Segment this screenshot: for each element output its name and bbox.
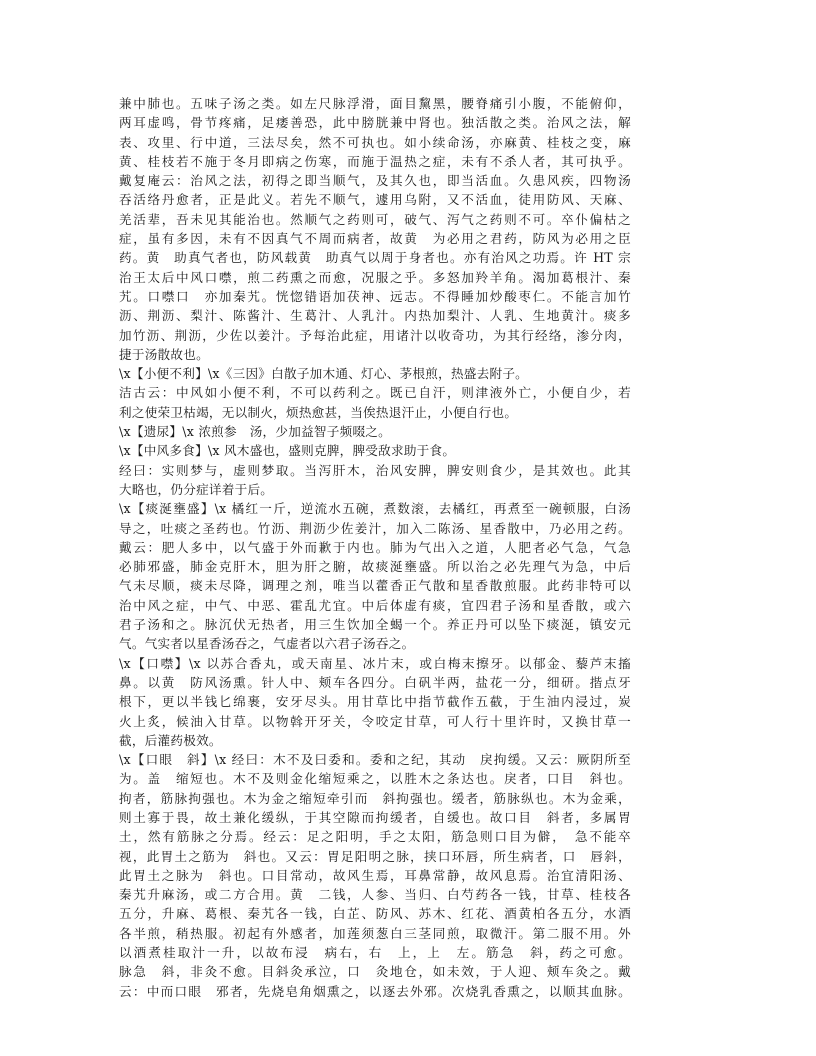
- text-line: \x【痰涎壅盛】\x 橘红一斤，逆流水五碗，煮数滚，去橘红，再煮至一碗顿服，白汤: [119, 501, 631, 517]
- text-line: 吞活络丹愈者，正是此义。若先不顺气，遽用乌附，又不活血，徒用防风、天麻、: [119, 192, 631, 208]
- text-line: 利之使荣卫枯竭，无以制火，烦热愈甚，当俟热退汗止，小便自行也。: [119, 404, 518, 420]
- document-page: [119, 94, 631, 1001]
- text-line: 气。气实者以星香汤吞之，气虚者以六君子汤吞之。: [119, 636, 415, 652]
- text-line: 君子汤和之。脉沉伏无热者，用三生饮加全蝎一个。养正丹可以坠下痰涎，镇安元: [119, 617, 631, 633]
- text-line: 各半煎，稍热服。初起有外感者，加莲须葱白三茎同煎，取微汗。第二服不用。外: [119, 925, 631, 941]
- text-line: 捷于汤散故也。: [119, 346, 209, 362]
- text-line: 秦艽升麻汤，或二方合用。黄 二钱，人参、当归、白芍药各一钱，甘草、桂枝各: [119, 887, 631, 903]
- text-line: 则土寡于畏，故土兼化缓纵，于其空隙而拘缓者，自缓也。故口目 斜者，多属胃: [119, 809, 631, 825]
- text-line: 气未尽顺，痰未尽降，调理之剂，唯当以藿香正气散和星香散煎服。此药非特可以: [119, 578, 631, 594]
- text-line: 治王太后中风口噤，煎二药熏之而愈，况服之乎。多怒加羚羊角。渴加葛根汁、秦: [119, 269, 631, 285]
- text-line: 根下，更以半钱匕绵裹，安牙尽头。用甘草比中指节截作五截，于生油内浸过，炭: [119, 694, 631, 710]
- text-line: 黄、桂枝若不施于冬月即病之伤寒，而施于温热之症，未有不杀人者，其可执乎。: [119, 153, 631, 169]
- text-line: 戴云：肥人多中，以气盛于外而歉于内也。肺为气出入之道，人肥者必气急，气急: [119, 539, 631, 555]
- text-line: 表、攻里、行中道，三法尽矣，然不可执也。如小续命汤，亦麻黄、桂枝之变，麻: [119, 134, 631, 150]
- text-line: 兼中肺也。五味子汤之类。如左尺脉浮滑，面目黧黑，腰脊痛引小腹，不能俯仰，: [119, 96, 631, 111]
- text-line: 鼻。以黄 防风汤熏。针人中、颊车各四分。白矾半两，盐花一分，细研。揩点牙: [119, 674, 631, 690]
- text-line: \x【中风多食】\x 风木盛也，盛则克脾，脾受敌求助于食。: [119, 443, 456, 459]
- text-line: 脉急 斜，非灸不愈。目斜灸承泣，口 灸地仓，如未效，于人迎、颊车灸之。戴: [119, 964, 631, 980]
- text-line: 必肺邪盛，肺金克肝木，胆为肝之腑，故痰涎壅盛。所以治之必先理气为急，中后: [119, 559, 631, 575]
- text-line: \x【小便不利】\x《三因》白散子加木通、灯心、茅根煎，热盛去附子。: [119, 366, 529, 382]
- text-line: 以酒煮桂取汁一升，以故布浸 病右，右 上，上 左。筋急 斜，药之可愈。: [119, 945, 631, 961]
- text-line: 戴复庵云：治风之法，初得之即当顺气，及其久也，即当活血。久患风疾，四物汤: [119, 173, 631, 189]
- text-line: 大略也，仍分症详着于后。: [119, 481, 274, 497]
- text-line: 视，此胃土之筋为 斜也。又云：胃足阳明之脉，挟口环唇，所生病者，口 唇斜，: [119, 848, 631, 864]
- text-line: 拘者，筋脉拘强也。木为金之缩短牵引而 斜拘强也。缓者，筋脉纵也。木为金乘，: [119, 790, 631, 806]
- text-line: 洁古云：中风如小便不利，不可以药利之。既已自汗，则津液外亡，小便自少，若: [119, 385, 631, 401]
- text-line: \x【口眼 斜】\x 经曰：木不及曰委和。委和之纪，其动 戾拘缓。又云：厥阴所至: [119, 752, 631, 768]
- text-line: 云：中而口眼 邪者，先烧皂角烟熏之，以逐去外邪。次烧乳香熏之，以顺其血脉。: [119, 983, 631, 999]
- text-line: 两耳虚鸣，骨节疼痛，足痿善恐，此中膀胱兼中肾也。独活散之类。治风之法，解: [119, 115, 631, 131]
- text-line: 经曰：实则梦与，虚则梦取。当泻肝木，治风安脾，脾安则食少，是其效也。此其: [119, 462, 631, 478]
- text-line: 治中风之症，中气、中恶、霍乱尤宜。中后体虚有痰，宜四君子汤和星香散，或六: [119, 597, 631, 613]
- text-line: \x【遗尿】\x 浓煎参 汤，少加益智子频啜之。: [119, 424, 391, 440]
- text-line: \x【口噤】\x 以苏合香丸，或天南星、冰片末，或白梅末擦牙。以郁金、藜芦末搐: [119, 655, 631, 671]
- text-line: 沥、荆沥、梨汁、陈酱汁、生葛汁、人乳汁。内热加梨汁、人乳、生地黄汁。痰多: [119, 308, 631, 324]
- text-line: 艽。口噤口 亦加秦艽。恍惚错语加茯神、远志。不得睡加炒酸枣仁。不能言加竹: [119, 288, 631, 304]
- text-line: 症，虽有多因，未有不因真气不周而病者，故黄 为必用之君药，防风为必用之臣: [119, 231, 631, 247]
- text-line: 火上炙，候油入甘草。以物斡开牙关，令咬定甘草，可人行十里许时，又换甘草一: [119, 713, 631, 729]
- text-line: 为。盖 缩短也。木不及则金化缩短乘之，以胜木之条达也。戾者，口目 斜也。: [119, 771, 631, 787]
- text-line: 五分，升麻、葛根、秦艽各一钱，白芷、防风、苏木、红花、酒黄柏各五分，水酒: [119, 906, 631, 922]
- text-line: 羌活辈，吾未见其能治也。然顺气之药则可，破气、泻气之药则不可。卒仆偏枯之: [119, 211, 631, 227]
- text-line: 加竹沥、荆沥，少佐以姜汁。予每治此症，用诸汁以收奇功，为其行经络，渗分肉，: [119, 327, 631, 343]
- text-line: 药。黄 助真气者也，防风载黄 助真气以周于身者也。亦有治风之功焉。许 HT 宗: [119, 250, 631, 266]
- text-line: 导之，吐痰之圣药也。竹沥、荆沥少佐姜汁，加入二陈汤、星香散中，乃必用之药。: [119, 520, 631, 536]
- text-line: 土，然有筋脉之分焉。经云：足之阳明，手之太阳，筋急则口目为僻， 急不能卒: [119, 829, 631, 845]
- text-line: 截，后灌药极效。: [119, 732, 222, 748]
- text-line: 此胃土之脉为 斜也。口目常动，故风生焉，耳鼻常静，故风息焉。治宜清阳汤、: [119, 867, 631, 883]
